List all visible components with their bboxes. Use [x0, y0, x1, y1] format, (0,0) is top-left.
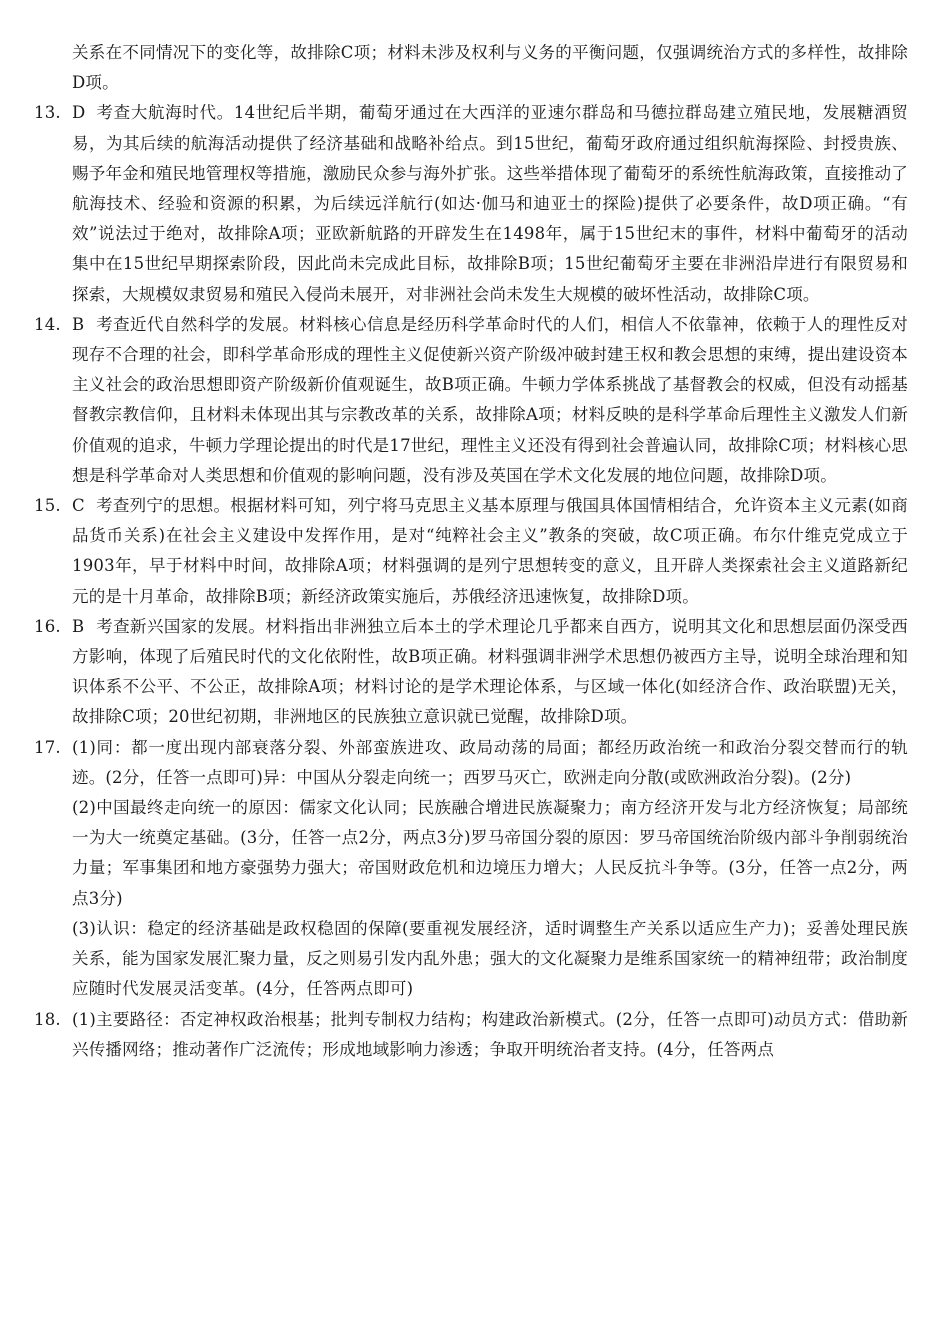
sub-answer-text: 中国最终走向统一的原因：儒家文化认同；民族融合增进民族凝聚力；南方经济开发与北方经济恢复；局部统一为大一统奠定基础。(3分，任答一点2分，两点3分)罗马帝国分裂的原因：罗马帝国统治阶级内部斗争削弱统治力量；军事集团和地方豪强势力强大；帝国财政危机和边境压力增大；人民反抗斗争等。(3分，任答一点2分，两点3分) — [72, 798, 908, 908]
sub-index: (1) — [72, 1009, 96, 1029]
answer-letter: C — [72, 496, 85, 516]
question-number: 15. — [34, 496, 61, 516]
answer-17 — [34, 733, 908, 1005]
explanation-text: 考查新兴国家的发展。材料指出非洲独立后本土的学术理论几乎都来自西方，说明其文化和思想层面仍深受西方影响，体现了后殖民时代的文化依附性，故B项正确。材料强调非洲学术思想仍被西方主导，说明全球治理和知识体系不公平、不公正，故排除A项；材料讨论的是学术理论体系，与区域一体化(如经济合作、政治联盟)无关，故排除C项；20世纪初期，非洲地区的民族独立意识就已觉醒，故排除D项。 — [72, 616, 908, 727]
sub-answer-text: 认识：稳定的经济基础是政权稳固的保障(要重视发展经济，适时调整生产关系以适应生产力)；妥善处理民族关系，能为国家发展汇聚力量，反之则易引发内乱外患；强大的文化凝聚力是维系国家统一的精神纽带；政治制度应随时代发展灵活变革。(4分，任答两点即可) — [72, 918, 908, 999]
answer-15 — [34, 491, 908, 612]
answer-18 — [34, 1005, 908, 1065]
question-number: 16. — [34, 616, 61, 636]
explanation-text: 考查大航海时代。14世纪后半期，葡萄牙通过在大西洋的亚速尔群岛和马德拉群岛建立殖民地，发展糖酒贸易，为其后续的航海活动提供了经济基础和战略补给点。到15世纪，葡萄牙政府通过组织航海探险、封授贵族、赐予年金和殖民地管理权等措施，激励民众参与海外扩张。这些举措体现了葡萄牙的系统性航海政策，直接推动了航海技术、经验和资源的积累，为后续远洋航行(如达·伽马和迪亚士的探险)提供了必要条件，故D项正确。“有效”说法过于绝对，故排除A项；亚欧新航路的开辟发生在1498年，属于15世纪末的事件，材料中葡萄牙的活动集中在15世纪早期探索阶段，因此尚未完成此目标，故排除B项；15世纪葡萄牙主要在非洲沿岸进行有限贸易和探索，大规模奴隶贸易和殖民入侵尚未展开，对非洲社会尚未发生大规模的破坏性活动，故排除C项。 — [72, 103, 908, 304]
sub-index: (1) — [72, 737, 96, 757]
answer-16 — [34, 612, 908, 733]
question-number: 17. — [34, 737, 61, 757]
sub-answer — [72, 1005, 908, 1065]
sub-index: (2) — [72, 798, 96, 818]
answer-letter: B — [72, 616, 85, 636]
sub-answer — [72, 914, 908, 1005]
explanation-text: 考查列宁的思想。根据材料可知，列宁将马克思主义基本原理与俄国具体国情相结合，允许资本主义元素(如商品货币关系)在社会主义建设中发挥作用，是对“纯粹社会主义”教条的突破，故C项正确。布尔什维克党成立于1903年，早于材料中时间，故排除A项；材料强调的是列宁思想转变的意义，且开辟人类探索社会主义道路新纪元的是十月革命，故排除B项；新经济政策实施后，苏俄经济迅速恢复，故排除D项。 — [72, 496, 908, 606]
sub-answer — [72, 793, 908, 914]
answer-13 — [34, 98, 908, 309]
question-number: 14. — [34, 314, 61, 334]
question-number: 13. — [34, 103, 61, 123]
answer-letter: D — [72, 103, 86, 123]
continued-paragraph: 关系在不同情况下的变化等，故排除C项；材料未涉及权利与义务的平衡问题，仅强调统治方式的多样性，故排除D项。 — [72, 43, 908, 93]
sub-answer-text: 主要路径：否定神权政治根基；批判专制权力结构；构建政治新模式。(2分，任答一点即可)动员方式：借助新兴传播网络；推动著作广泛流传；形成地域影响力渗透；争取开明统治者支持。(4分，任答两点 — [72, 1009, 908, 1059]
sub-answer — [72, 733, 908, 793]
sub-answer-text: 同：都一度出现内部衰落分裂、外部蛮族进攻、政局动荡的局面；都经历政治统一和政治分裂交替而行的轨迹。(2分，任答一点即可)异：中国从分裂走向统一；西罗马灭亡，欧洲走向分散(或欧洲政治分裂)。(2分) — [72, 737, 908, 787]
answer-14 — [34, 310, 908, 491]
sub-index: (3) — [72, 918, 96, 938]
question-number: 18. — [34, 1009, 61, 1029]
answer-letter: B — [72, 314, 85, 334]
explanation-text: 考查近代自然科学的发展。材料核心信息是经历科学革命时代的人们，相信人不依靠神，依赖于人的理性反对现存不合理的社会，即科学革命形成的理性主义促使新兴资产阶级冲破封建王权和教会思想的束缚，提出建设资本主义社会的政治思想即资产阶级新价值观诞生，故B项正确。牛顿力学体系挑战了基督教会的权威，但没有动摇基督教宗教信仰，且材料未体现出其与宗教改革的关系，故排除A项；材料反映的是科学革命后理性主义激发人们新价值观的追求，牛顿力学理论提出的时代是17世纪，理性主义还没有得到社会普遍认同，故排除C项；材料核心思想是科学革命对人类思想和价值观的影响问题，没有涉及英国在学术文化发展的地位问题，故排除D项。 — [72, 314, 908, 485]
